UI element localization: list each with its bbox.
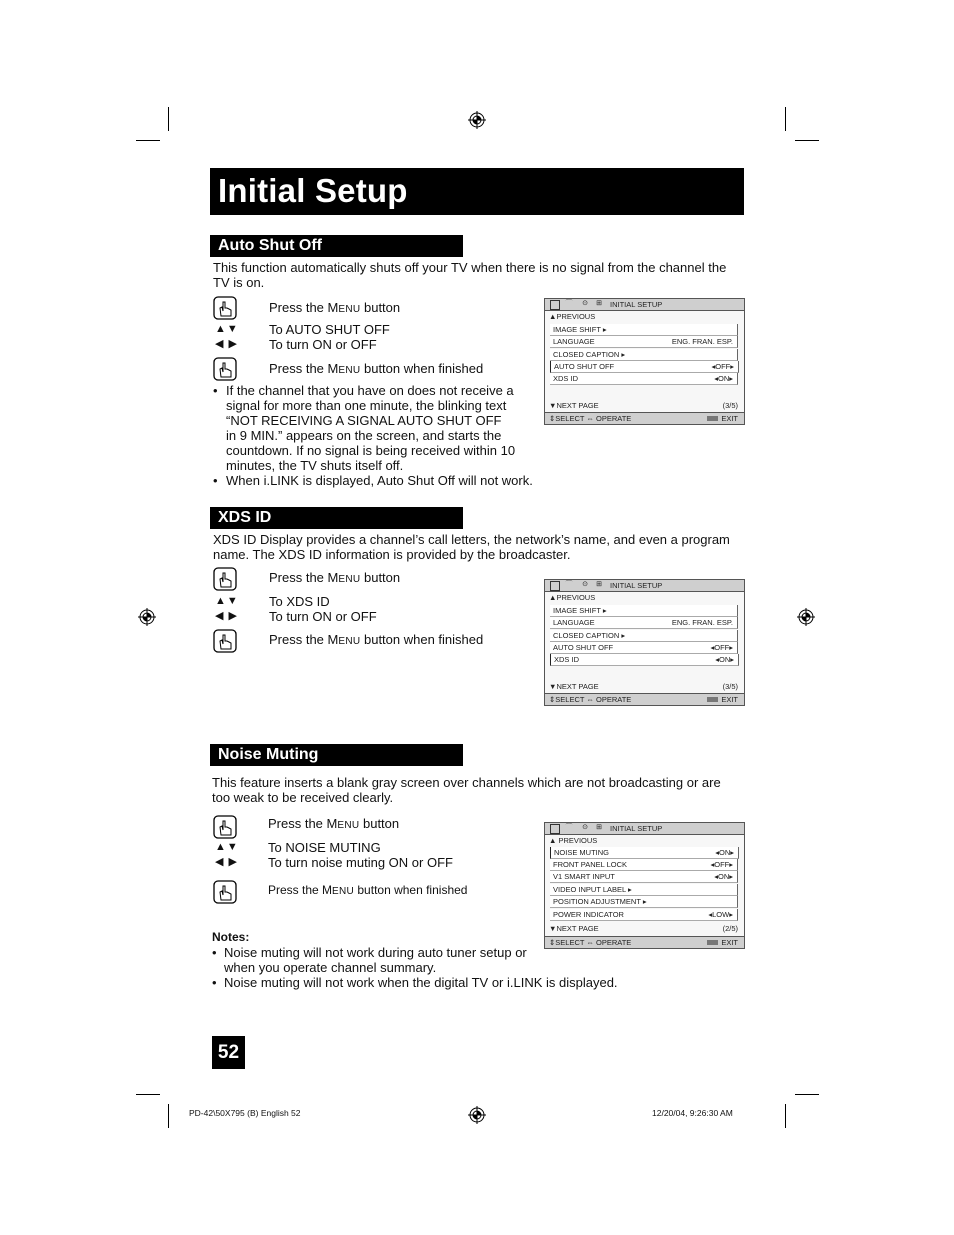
menu-key-icon [707, 697, 718, 702]
up-down-arrows-icon: ▲▼ [215, 841, 239, 853]
setup-icon: ⊞ [596, 824, 602, 831]
crop-mark [136, 140, 160, 141]
osd-previous: ▲ PREVIOUS [549, 836, 598, 845]
picture-icon: ⌒ [565, 581, 573, 588]
menu-button-hand-icon [213, 357, 237, 381]
menu-button-hand-icon [213, 629, 237, 653]
osd-item: IMAGE SHIFT ▸ [550, 324, 738, 336]
section-heading-auto-shut-off: Auto Shut Off [210, 235, 463, 257]
osd-next-page: ▼NEXT PAGE [549, 924, 599, 933]
left-right-arrows-icon: ◀ ▶ [215, 610, 238, 622]
osd-item: VIDEO INPUT LABEL ▸ [550, 884, 738, 896]
noise-muting-step3: Press the MENU button when finished [268, 883, 468, 897]
registration-mark-icon [797, 608, 815, 626]
osd-title-bar: ⌒ ⊙ ⊞ INITIAL SETUP [545, 299, 744, 311]
section-heading-xds-id: XDS ID [210, 507, 463, 529]
auto-shut-off-intro: This function automatically shuts off your TV when there is no signal from the channel the TV is on. [213, 260, 727, 290]
page-title-bar [210, 168, 744, 215]
page-title: Initial Setup [218, 172, 408, 209]
auto-shut-off-step2b: To turn ON or OFF [269, 337, 377, 352]
osd-page-indicator: (3/5) [722, 682, 738, 691]
auto-shut-off-bullet-1: • If the channel that you have on does not receive a signal for more than one minute, the blinking text “NOT RECEIVING A SIGNAL AUTO SHUT OFF in 9 MIN.” appears on the screen, and starts the countdown. If no signal is being received within 10 minutes, the TV shuts itself off. [213, 383, 516, 473]
crop-mark [136, 1094, 160, 1095]
auto-shut-off-step3: Press the MENU button when finished [269, 361, 484, 376]
osd-item: IMAGE SHIFT ▸ [550, 605, 738, 617]
registration-mark-icon [468, 1106, 486, 1124]
xds-id-intro: XDS ID Display provides a channel’s call letters, the network’s name, and even a program name. The XDS ID information is provided by the broadcaster. [213, 532, 730, 562]
menu-button-hand-icon [213, 296, 237, 320]
clock-icon: ⊙ [582, 300, 588, 307]
osd-menu-auto-shut-off [544, 298, 745, 425]
tv-icon [550, 581, 560, 591]
osd-item: LANGUAGE ENG. FRAN. ESP. [550, 617, 738, 629]
noise-muting-note-2: • Noise muting will not work when the digital TV or i.LINK is displayed. [212, 975, 618, 990]
crop-mark [785, 107, 786, 131]
noise-muting-step2a: To NOISE MUTING [268, 840, 381, 855]
page-number: 52 [212, 1036, 245, 1069]
osd-bottom-bar: ⇕SELECT ⇔ OPERATE EXIT [545, 936, 744, 948]
noise-muting-step2b: To turn noise muting ON or OFF [268, 855, 453, 870]
osd-previous: ▲PREVIOUS [549, 312, 596, 321]
osd-next-page: ▼NEXT PAGE [549, 682, 599, 691]
osd-item-selected: NOISE MUTING ◂ON▸ [550, 847, 739, 859]
clock-icon: ⊙ [582, 824, 588, 831]
menu-key-icon [707, 940, 718, 945]
crop-mark [795, 140, 819, 141]
crop-mark [795, 1094, 819, 1095]
crop-mark [785, 1104, 786, 1128]
registration-mark-icon [138, 608, 156, 626]
menu-button-hand-icon [213, 815, 237, 839]
xds-id-step2b: To turn ON or OFF [269, 609, 377, 624]
osd-item: LANGUAGE ENG. FRAN. ESP. [550, 336, 738, 348]
osd-next-page: ▼NEXT PAGE [549, 401, 599, 410]
osd-menu-noise-muting [544, 822, 745, 949]
tv-icon [550, 824, 560, 834]
osd-item: XDS ID ◂ON▸ [550, 373, 738, 385]
menu-button-hand-icon [213, 880, 237, 904]
menu-key-icon [707, 416, 718, 421]
left-right-arrows-icon: ◀ ▶ [215, 338, 238, 350]
noise-muting-intro: This feature inserts a blank gray screen over channels which are not broadcasting or are too weak to be received clearly. [212, 775, 721, 805]
left-right-arrows-icon: ◀ ▶ [215, 856, 238, 868]
osd-item-selected: AUTO SHUT OFF ◂OFF▸ [550, 361, 739, 373]
osd-item-selected: XDS ID ◂ON▸ [550, 654, 739, 666]
noise-muting-note-1: • Noise muting will not work during auto tuner setup or when you operate channel summary. [212, 945, 527, 975]
crop-mark [168, 107, 169, 131]
osd-item: V1 SMART INPUT ◂ON▸ [550, 871, 738, 883]
osd-item: POWER INDICATOR ◂LOW▸ [550, 909, 738, 921]
menu-button-hand-icon [213, 567, 237, 591]
setup-icon: ⊞ [596, 300, 602, 307]
tv-icon [550, 300, 560, 310]
osd-item: FRONT PANEL LOCK ◂OFF▸ [550, 859, 738, 871]
osd-menu-xds-id [544, 579, 745, 706]
osd-item: CLOSED CAPTION ▸ [550, 630, 738, 642]
registration-mark-icon [468, 111, 486, 129]
crop-mark [168, 1104, 169, 1128]
notes-heading: Notes: [212, 930, 250, 944]
picture-icon: ⌒ [565, 824, 573, 831]
xds-id-step3: Press the MENU button when finished [269, 632, 484, 647]
auto-shut-off-step1: Press the MENU button [269, 300, 401, 315]
osd-item: CLOSED CAPTION ▸ [550, 349, 738, 361]
picture-icon: ⌒ [565, 300, 573, 307]
osd-previous: ▲PREVIOUS [549, 593, 596, 602]
osd-page-indicator: (2/5) [722, 924, 738, 933]
noise-muting-step1: Press the MENU button [268, 816, 400, 831]
footer-file-info: PD-42\50X795 (B) English 52 [189, 1108, 301, 1118]
up-down-arrows-icon: ▲▼ [215, 595, 239, 607]
auto-shut-off-bullet-2: • When i.LINK is displayed, Auto Shut Off will not work. [213, 473, 533, 488]
osd-title-bar: ⌒ ⊙ ⊞ INITIAL SETUP [545, 580, 744, 592]
up-down-arrows-icon: ▲▼ [215, 323, 239, 335]
setup-icon: ⊞ [596, 581, 602, 588]
osd-page-indicator: (3/5) [722, 401, 738, 410]
osd-bottom-bar: ⇕SELECT ⇔ OPERATE EXIT [545, 412, 744, 424]
auto-shut-off-step2a: To AUTO SHUT OFF [269, 322, 390, 337]
section-heading-noise-muting: Noise Muting [210, 744, 463, 766]
clock-icon: ⊙ [582, 581, 588, 588]
osd-item: AUTO SHUT OFF ◂OFF▸ [550, 642, 738, 654]
footer-timestamp: 12/20/04, 9:26:30 AM [652, 1108, 733, 1118]
osd-bottom-bar: ⇕SELECT ⇔ OPERATE EXIT [545, 693, 744, 705]
xds-id-step1: Press the MENU button [269, 570, 401, 585]
osd-item: POSITION ADJUSTMENT ▸ [550, 896, 738, 908]
osd-title-bar: ⌒ ⊙ ⊞ INITIAL SETUP [545, 823, 744, 835]
xds-id-step2a: To XDS ID [269, 594, 330, 609]
